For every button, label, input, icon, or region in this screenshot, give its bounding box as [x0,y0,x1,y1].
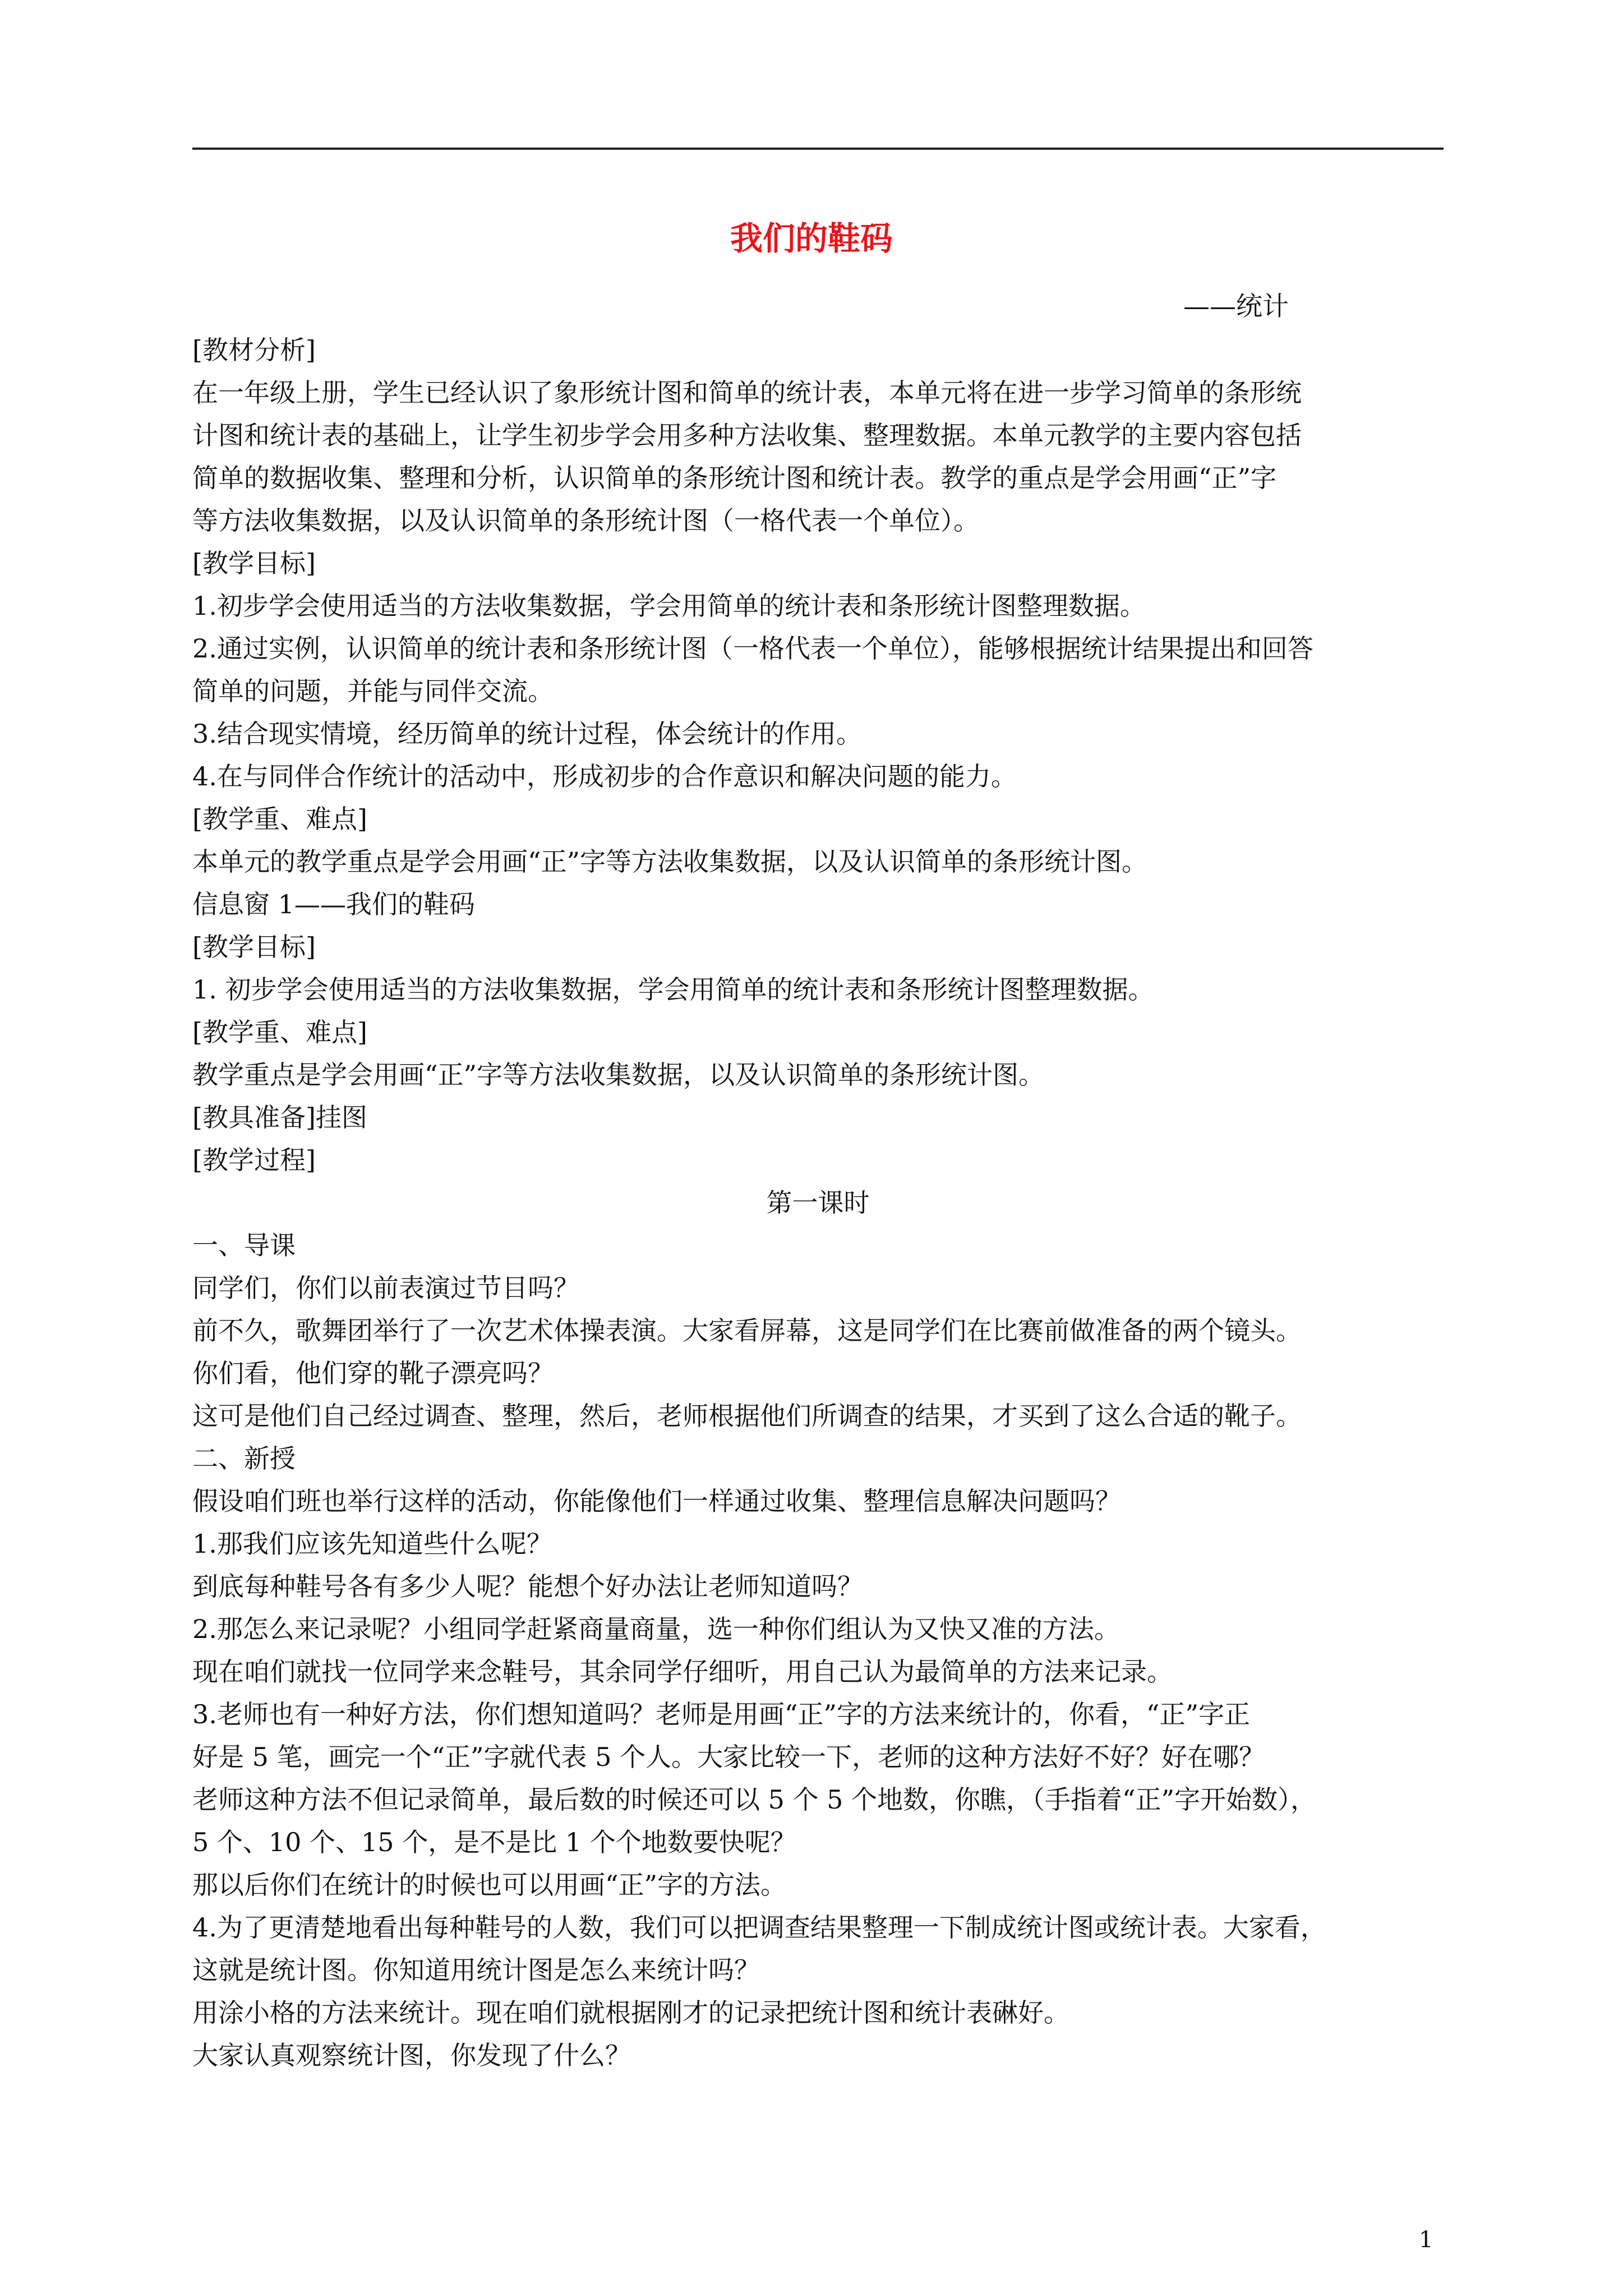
text-line: 简单的问题，并能与同伴交流。 [192,676,554,706]
text-line: [教学目标] [192,932,316,962]
text-line: 信息窗 1——我们的鞋码 [192,889,475,919]
text-line: 4.为了更清楚地看出每种鞋号的人数，我们可以把调查结果整理一下制成统计图或统计表。大家看， [192,1912,1326,1943]
text-line: 这可是他们自己经过调查、整理，然后，老师根据他们所调查的结果，才买到了这么合适的靴子。 [192,1401,1302,1431]
document-subtitle: ——统计 [1183,291,1289,322]
text-line: [教具准备]挂图 [192,1102,367,1133]
text-line: 等方法收集数据，以及认识简单的条形统计图（一格代表一个单位）。 [192,505,979,536]
document-title: 我们的鞋码 [730,219,893,257]
text-line: 本单元的教学重点是学会用画“正”字等方法收集数据，以及认识简单的条形统计图。 [192,846,1148,877]
text-line: 在一年级上册，学生已经认识了象形统计图和简单的统计表，本单元将在进一步学习简单的条形统 [192,378,1302,408]
text-line: 到底每种鞋号各有多少人呢？能想个好办法让老师知道吗？ [192,1571,863,1602]
text-line: 教学重点是学会用画“正”字等方法收集数据，以及认识简单的条形统计图。 [192,1060,1045,1090]
text-line: 好是 5 笔，画完一个“正”字就代表 5 个人。大家比较一下，老师的这种方法好不好？好在哪？ [192,1742,1265,1772]
text-line: 你们看，他们穿的靴子漂亮吗？ [192,1358,554,1388]
text-line: [教学重、难点] [192,804,367,834]
text-line: [教学重、难点] [192,1017,367,1047]
text-line: 假设咱们班也举行这样的活动，你能像他们一样通过收集、整理信息解决问题吗？ [192,1486,1121,1516]
text-line: 4.在与同伴合作统计的活动中，形成初步的合作意识和解决问题的能力。 [192,761,1017,792]
text-line: 同学们，你们以前表演过节目吗？ [192,1273,579,1303]
text-line: [教学目标] [192,548,316,578]
text-line: 前不久，歌舞团举行了一次艺术体操表演。大家看屏幕，这是同学们在比赛前做准备的两个镜头。 [192,1315,1302,1346]
text-line: [教材分析] [192,335,316,365]
text-line: 1.初步学会使用适当的方法收集数据，学会用简单的统计表和条形统计图整理数据。 [192,591,1146,621]
header-rule [192,148,1444,150]
text-line: 3.结合现实情境，经历简单的统计过程，体会统计的作用。 [192,719,862,749]
text-line: 2.通过实例，认识简单的统计表和条形统计图（一格代表一个单位），能够根据统计结果提出和回答 [192,633,1313,664]
text-line: 计图和统计表的基础上，让学生初步学会用多种方法收集、整理数据。本单元教学的主要内容包括 [192,420,1302,450]
text-line: 一、导课 [192,1230,296,1260]
text-line: 1. 初步学会使用适当的方法收集数据，学会用简单的统计表和条形统计图整理数据。 [192,974,1154,1005]
text-line: 这就是统计图。你知道用统计图是怎么来统计吗？ [192,1955,760,1985]
text-line: [教学过程] [192,1145,316,1175]
document-body [192,329,1444,2077]
text-line: 用涂小格的方法来统计。现在咱们就根据刚才的记录把统计图和统计表碄好。 [192,1998,1069,2028]
text-line: 5 个、10 个、15 个，是不是比 1 个个地数要快呢？ [192,1827,796,1857]
text-line: 现在咱们就找一位同学来念鞋号，其余同学仔细听，用自己认为最简单的方法来记录。 [192,1657,1173,1687]
text-line: 3.老师也有一种好方法，你们想知道吗？老师是用画“正”字的方法来统计的，你看，“正”字正 [192,1699,1250,1729]
text-line: 1.那我们应该先知道些什么呢？ [192,1529,552,1559]
text-line: 第一课时 [766,1188,870,1218]
text-line: 大家认真观察统计图，你发现了什么？ [192,2040,631,2070]
text-line: 那以后你们在统计的时候也可以用画“正”字的方法。 [192,1870,787,1900]
text-line: 2.那怎么来记录呢？小组同学赶紧商量商量，选一种你们组认为又快又准的方法。 [192,1614,1120,1644]
page-number: 1 [1419,2227,1433,2253]
text-line: 老师这种方法不但记录简单，最后数的时候还可以 5 个 5 个地数，你瞧，（手指着“正”字开始数）， [192,1784,1317,1815]
text-line: 二、新授 [192,1443,296,1474]
text-line: 简单的数据收集、整理和分析，认识简单的条形统计图和统计表。教学的重点是学会用画“正”字 [192,463,1277,493]
